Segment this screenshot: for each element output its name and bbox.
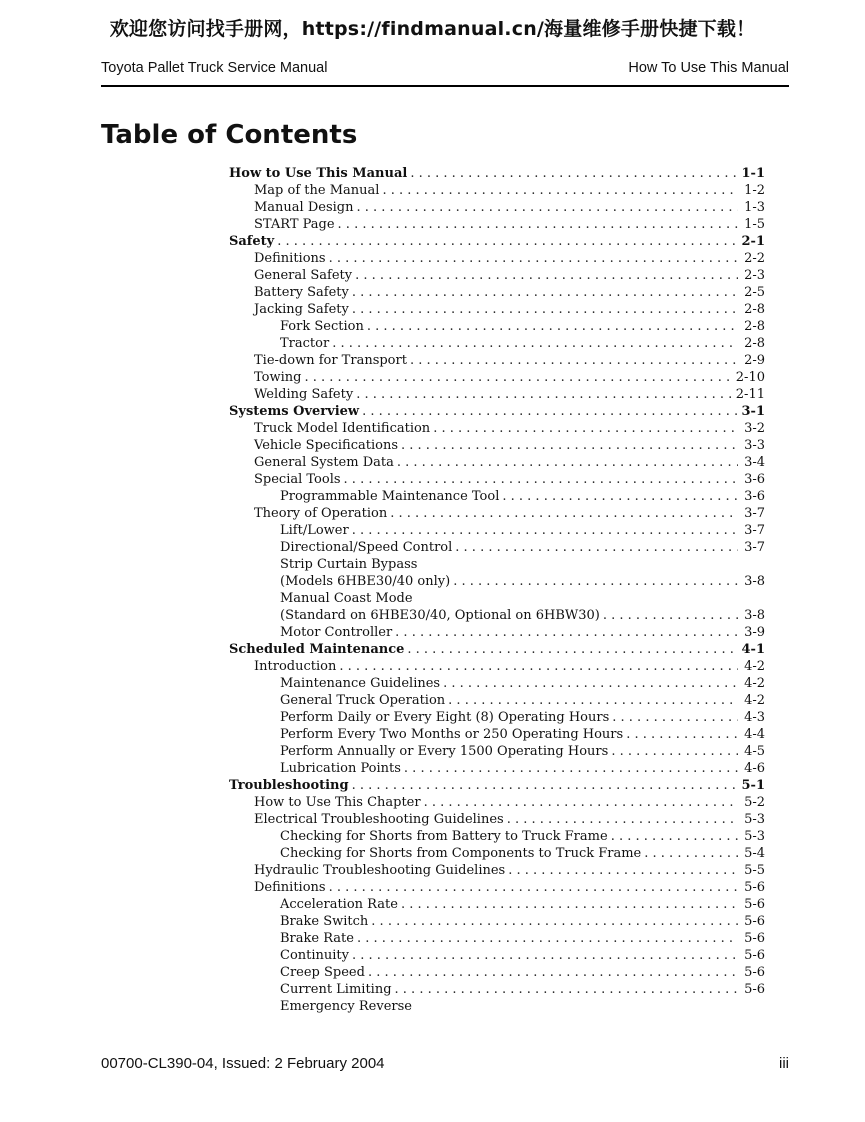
toc-entry[interactable] (229, 998, 765, 1015)
toc-entry[interactable] (229, 369, 765, 386)
toc-leader-dots (502, 488, 738, 505)
toc-leader-dots (356, 386, 733, 403)
toc-leader-dots (644, 845, 738, 862)
toc-entry-page: 1-2 (744, 183, 765, 198)
toc-entry[interactable] (229, 709, 765, 726)
toc-entry[interactable] (229, 437, 765, 454)
toc-entry-title: Definitions (254, 880, 326, 895)
toc-entry[interactable] (229, 335, 765, 352)
toc-entry-page: 5-6 (744, 880, 765, 895)
toc-entry-title: Directional/Speed Control (280, 540, 453, 555)
toc-entry-title: Current Limiting (280, 982, 392, 997)
toc-leader-dots (357, 930, 738, 947)
toc-entry-page: 2-8 (744, 319, 765, 334)
toc-entry-title: Map of the Manual (254, 183, 380, 198)
toc-leader-dots (407, 641, 738, 658)
toc-leader-dots (507, 811, 738, 828)
toc-entry[interactable] (229, 743, 765, 760)
toc-entry[interactable] (229, 913, 765, 930)
toc-entry[interactable] (229, 828, 765, 845)
toc-entry-page: 3-1 (741, 404, 765, 419)
toc-entry[interactable] (229, 471, 765, 488)
toc-leader-dots (508, 862, 738, 879)
toc-entry-page: 3-6 (744, 472, 765, 487)
toc-entry[interactable] (229, 505, 765, 522)
toc-entry-page: 3-6 (744, 489, 765, 504)
toc-entry-title: Checking for Shorts from Battery to Truck Frame (280, 829, 608, 844)
toc-leader-dots (382, 182, 738, 199)
toc-entry-title: Programmable Maintenance Tool (280, 489, 500, 504)
toc-leader-dots (362, 403, 738, 420)
toc-entry-page: 3-7 (744, 540, 765, 555)
toc-entry-title: Creep Speed (280, 965, 365, 980)
toc-entry-page: 5-6 (744, 914, 765, 929)
toc-entry-page: 3-4 (744, 455, 765, 470)
toc-entry-title: Electrical Troubleshooting Guidelines (254, 812, 504, 827)
toc-entry-title: Scheduled Maintenance (229, 642, 405, 657)
toc-entry-page: 5-2 (744, 795, 765, 810)
toc-entry[interactable] (229, 539, 765, 556)
toc-entry[interactable] (229, 624, 765, 641)
toc-entry[interactable] (229, 658, 765, 675)
toc-entry-page: 2-8 (744, 336, 765, 351)
toc-leader-dots (603, 607, 738, 624)
toc-leader-dots (339, 658, 738, 675)
toc-entry[interactable] (229, 233, 765, 250)
toc-entry[interactable] (229, 454, 765, 471)
toc-entry-title: Maintenance Guidelines (280, 676, 441, 691)
toc-entry-page: 2-5 (744, 285, 765, 300)
toc-entry-title: Systems Overview (229, 404, 360, 419)
toc-leader-dots (352, 284, 738, 301)
toc-entry[interactable] (229, 301, 765, 318)
toc-entry-page: 2-11 (735, 387, 765, 402)
toc-entry[interactable] (229, 284, 765, 301)
toc-entry[interactable] (229, 981, 765, 998)
toc-leader-dots (304, 369, 732, 386)
toc-entry-title: Perform Every Two Months or 250 Operating Hours (280, 727, 624, 742)
toc-entry[interactable] (229, 777, 765, 794)
toc-entry-page: 4-6 (744, 761, 765, 776)
toc-entry-title: Acceleration Rate (280, 897, 398, 912)
toc-entry-page: 3-8 (744, 608, 765, 623)
header-manual-title: Toyota Pallet Truck Service Manual (101, 60, 328, 76)
toc-leader-dots (626, 726, 738, 743)
toc-entry[interactable] (229, 794, 765, 811)
toc-entry-page: 5-3 (744, 812, 765, 827)
toc-entry[interactable] (229, 845, 765, 862)
toc-entry[interactable] (229, 386, 765, 403)
toc-entry[interactable] (229, 216, 765, 233)
toc-entry[interactable] (229, 692, 765, 709)
toc-entry[interactable] (229, 675, 765, 692)
toc-entry-title: Battery Safety (254, 285, 349, 300)
toc-entry[interactable] (229, 403, 765, 420)
toc-leader-dots (367, 318, 738, 335)
toc-entry[interactable] (229, 879, 765, 896)
toc-entry-page: 3-3 (744, 438, 765, 453)
toc-entry-title: Tie-down for Transport (254, 353, 407, 368)
toc-leader-dots (397, 454, 738, 471)
toc-entry-page: 5-6 (744, 897, 765, 912)
toc-entry-title: Vehicle Specifications (254, 438, 398, 453)
toc-entry[interactable] (229, 556, 765, 573)
toc-entry-title: How to Use This Chapter (254, 795, 421, 810)
toc-leader-dots (395, 624, 738, 641)
toc-entry-page: 2-1 (741, 234, 765, 249)
download-banner: 欢迎您访问找手册网，https://findmanual.cn/海量维修手册快捷下载！ (109, 18, 756, 40)
toc-leader-dots (355, 267, 738, 284)
toc-entry-title: General System Data (254, 455, 394, 470)
toc-entry-page: 4-4 (744, 727, 765, 742)
toc-leader-dots (344, 471, 738, 488)
footer-document-id: 00700-CL390-04, Issued: 2 February 2004 (101, 1055, 385, 1072)
toc-entry-title: Perform Daily or Every Eight (8) Operating Hours (280, 710, 610, 725)
toc-entry-title: Brake Rate (280, 931, 354, 946)
toc-entry[interactable] (229, 641, 765, 658)
toc-entry[interactable] (229, 930, 765, 947)
toc-entry-title: General Truck Operation (280, 693, 446, 708)
toc-entry-title: START Page (254, 217, 335, 232)
toc-leader-dots (371, 913, 738, 930)
toc-leader-dots (332, 335, 738, 352)
toc-entry-page: 4-1 (741, 642, 765, 657)
toc-entry-page: 2-2 (744, 251, 765, 266)
toc-entry-page: 3-2 (744, 421, 765, 436)
footer-page-number: iii (779, 1055, 789, 1072)
toc-entry-title: Manual Coast Mode (280, 591, 413, 606)
toc-entry-title: Checking for Shorts from Components to Truck Frame (280, 846, 642, 861)
toc-entry-page: 5-6 (744, 965, 765, 980)
toc-entry-title: Emergency Reverse (280, 999, 412, 1014)
toc-leader-dots (410, 165, 738, 182)
toc-entry-title: Troubleshooting (229, 778, 349, 793)
toc-entry-page: 1-5 (744, 217, 765, 232)
toc-entry-title: Welding Safety (254, 387, 354, 402)
table-of-contents (229, 165, 765, 1015)
toc-entry[interactable] (229, 522, 765, 539)
toc-leader-dots (329, 250, 738, 267)
toc-leader-dots (448, 692, 738, 709)
toc-entry[interactable] (229, 726, 765, 743)
toc-entry-title: Introduction (254, 659, 337, 674)
toc-entry[interactable] (229, 862, 765, 879)
toc-entry-title: (Standard on 6HBE30/40, Optional on 6HBW30) (280, 608, 600, 623)
toc-entry-page: 3-9 (744, 625, 765, 640)
toc-entry[interactable] (229, 267, 765, 284)
toc-entry-title: Hydraulic Troubleshooting Guidelines (254, 863, 506, 878)
toc-leader-dots (390, 505, 738, 522)
toc-leader-dots (611, 743, 738, 760)
toc-entry-page: 5-3 (744, 829, 765, 844)
toc-entry-title: Definitions (254, 251, 326, 266)
toc-entry[interactable] (229, 352, 765, 369)
toc-entry-page: 4-2 (744, 693, 765, 708)
toc-entry[interactable] (229, 964, 765, 981)
toc-entry-title: Brake Switch (280, 914, 369, 929)
toc-leader-dots (410, 352, 738, 369)
toc-entry-title: Strip Curtain Bypass (280, 557, 418, 572)
running-header (101, 59, 789, 87)
toc-leader-dots (352, 777, 738, 794)
toc-entry[interactable] (229, 811, 765, 828)
toc-leader-dots (368, 964, 738, 981)
toc-entry[interactable] (229, 318, 765, 335)
toc-entry-title: Towing (254, 370, 302, 385)
toc-entry[interactable] (229, 488, 765, 505)
toc-leader-dots (443, 675, 738, 692)
header-section-title: How To Use This Manual (628, 60, 789, 76)
toc-leader-dots (401, 896, 738, 913)
toc-entry[interactable] (229, 947, 765, 964)
toc-leader-dots (424, 794, 738, 811)
toc-entry[interactable] (229, 182, 765, 199)
toc-leader-dots (401, 437, 738, 454)
toc-entry-title: Fork Section (280, 319, 364, 334)
toc-entry-page: 5-6 (744, 982, 765, 997)
toc-leader-dots (352, 947, 738, 964)
toc-leader-dots (338, 216, 738, 233)
toc-entry-title: Manual Design (254, 200, 354, 215)
toc-entry-page: 2-10 (735, 370, 765, 385)
toc-entry-page: 5-6 (744, 948, 765, 963)
toc-leader-dots (357, 199, 739, 216)
toc-entry-title: Motor Controller (280, 625, 393, 640)
toc-entry-title: Truck Model Identification (254, 421, 431, 436)
toc-leader-dots (352, 301, 738, 318)
toc-leader-dots (395, 981, 738, 998)
toc-leader-dots (433, 420, 738, 437)
toc-entry-page: 3-7 (744, 523, 765, 538)
toc-entry-page: 2-8 (744, 302, 765, 317)
toc-entry-title: Tractor (280, 336, 330, 351)
toc-leader-dots (352, 522, 738, 539)
toc-entry-title: Continuity (280, 948, 349, 963)
toc-leader-dots (612, 709, 738, 726)
toc-entry-page: 5-4 (744, 846, 765, 861)
toc-leader-dots (611, 828, 738, 845)
toc-leader-dots (329, 879, 738, 896)
toc-entry[interactable] (229, 590, 765, 607)
toc-entry-page: 5-5 (744, 863, 765, 878)
toc-leader-dots (277, 233, 738, 250)
page-title: Table of Contents (101, 120, 358, 150)
toc-entry-page: 4-2 (744, 659, 765, 674)
toc-entry-page: 1-1 (741, 166, 765, 181)
toc-entry-title: How to Use This Manual (229, 166, 408, 181)
toc-entry-title: Theory of Operation (254, 506, 388, 521)
toc-entry-page: 4-5 (744, 744, 765, 759)
toc-entry[interactable] (229, 199, 765, 216)
toc-entry[interactable] (229, 573, 765, 590)
toc-entry[interactable] (229, 420, 765, 437)
toc-entry-page: 5-6 (744, 931, 765, 946)
toc-entry-page: 2-9 (744, 353, 765, 368)
toc-entry-page: 3-7 (744, 506, 765, 521)
toc-entry[interactable] (229, 165, 765, 182)
toc-entry-title: Safety (229, 234, 275, 249)
toc-entry-title: Lubrication Points (280, 761, 401, 776)
toc-leader-dots (455, 539, 738, 556)
toc-entry-title: General Safety (254, 268, 353, 283)
toc-entry-page: 2-3 (744, 268, 765, 283)
toc-entry[interactable] (229, 607, 765, 624)
toc-leader-dots (453, 573, 738, 590)
toc-entry-page: 1-3 (744, 200, 765, 215)
toc-entry[interactable] (229, 896, 765, 913)
toc-entry-title: Perform Annually or Every 1500 Operating Hours (280, 744, 609, 759)
toc-entry[interactable] (229, 760, 765, 777)
toc-leader-dots (404, 760, 738, 777)
toc-entry-title: (Models 6HBE30/40 only) (280, 574, 451, 589)
toc-entry-page: 3-8 (744, 574, 765, 589)
toc-entry-title: Jacking Safety (254, 302, 349, 317)
toc-entry-page: 4-3 (744, 710, 765, 725)
toc-entry[interactable] (229, 250, 765, 267)
toc-entry-title: Lift/Lower (280, 523, 349, 538)
toc-entry-page: 5-1 (741, 778, 765, 793)
toc-entry-title: Special Tools (254, 472, 341, 487)
toc-entry-page: 4-2 (744, 676, 765, 691)
